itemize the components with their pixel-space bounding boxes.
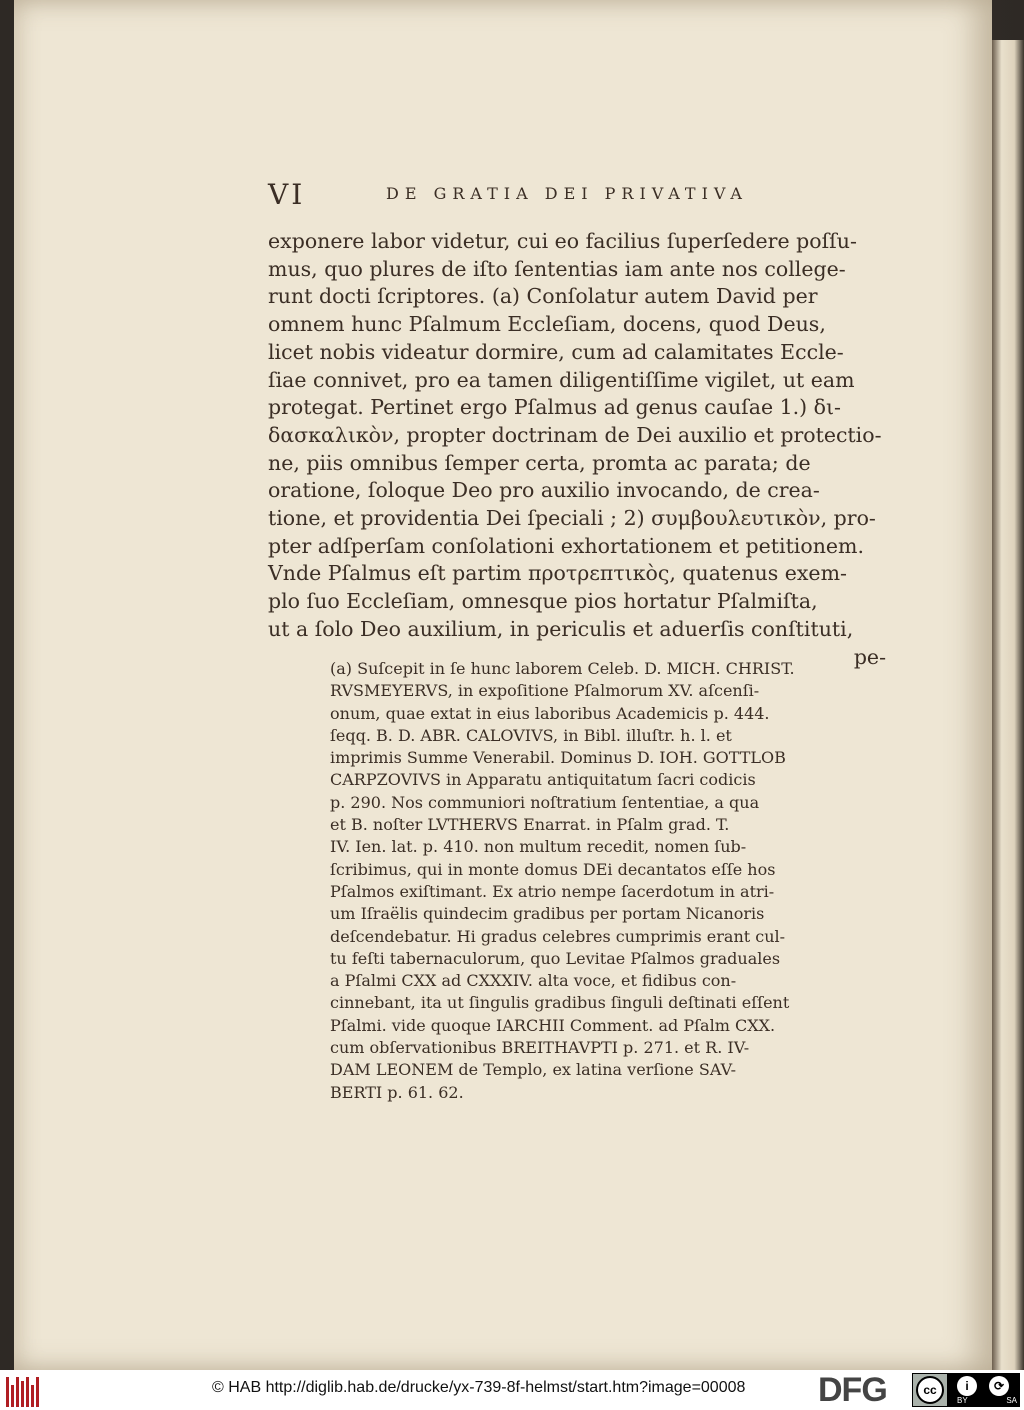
sa-label: SA: [1006, 1396, 1017, 1405]
footnote-line: cum obſervationibus BREITHAVPTI p. 271. et R. IV-: [330, 1038, 750, 1058]
by-icon: i: [957, 1376, 977, 1396]
footnote-line: Pſalmi. vide quoque IARCHII Comment. ad Pſalm CXX.: [330, 1015, 776, 1035]
text-line: protegat. Pertinet ergo Pſalmus ad genus cauſae 1.) δι-: [268, 395, 841, 420]
text-line: tione, et providentia Dei ſpeciali ; 2) συμβουλευτικὸν, pro-: [268, 506, 876, 531]
license-strip: [947, 1374, 1019, 1406]
footnote: [330, 658, 890, 1104]
text-line: omnem hunc Pſalmum Eccleſiam, docens, quod Deus,: [268, 312, 826, 337]
footnote-line: CARPZOVIVS in Apparatu antiquitatum ſacri codicis: [330, 770, 756, 790]
footnote-line: p. 290. Nos communiori noſtratium ſententiae, a qua: [330, 792, 760, 812]
by-label: BY: [957, 1396, 968, 1405]
footnote-line: imprimis Summe Venerabil. Dominus D. IOH. GOTTLOB: [330, 748, 786, 768]
text-line: runt docti ſcriptores. (a) Conſolatur autem David per: [268, 284, 818, 309]
footnote-line: DAM LEONEM de Templo, ex latina verſione SAV-: [330, 1060, 737, 1080]
page-edge: [992, 40, 1024, 1370]
text-line: ſiae connivet, pro ea tamen diligentiſſime vigilet, ut eam: [268, 367, 855, 392]
footnote-line: cinnebant, ita ut ſingulis gradibus ſinguli deſtinati eſſent: [330, 993, 790, 1013]
page-number: VI: [268, 178, 306, 211]
viewer-footer: [0, 1370, 1024, 1410]
text-line: mus, quo plures de iſto ſententias iam ante nos college-: [268, 256, 846, 281]
footnote-line: ſeqq. B. D. ABR. CALOVIVS, in Bibl. illuſtr. h. l. et: [330, 725, 732, 745]
text-line: oratione, ſoloque Deo pro auxilio invocando, de crea-: [268, 478, 820, 503]
text-line: plo ſuo Eccleſiam, omnesque pios hortatur Pſalmiſta,: [268, 589, 818, 614]
dfg-logo[interactable]: DFG: [818, 1371, 887, 1409]
footnote-line: ſcribimus, qui in monte domus DEi decantatos eſſe hos: [330, 859, 776, 879]
footnote-line: a Pſalmi CXX ad CXXXIV. alta voce, et fidibus con-: [330, 971, 737, 991]
text-line: Vnde Pſalmus eſt partim προτρεπτικὸς, quatenus exem-: [268, 561, 847, 586]
hab-logo-icon[interactable]: [6, 1373, 40, 1407]
text-line: exponere labor videtur, cui eo facilius ſuperſedere poſſu-: [268, 229, 857, 253]
footnote-line: (a) Suſcepit in ſe hunc laborem Celeb. D. MICH. CHRIST.: [330, 659, 795, 678]
footnote-line: tu feſti tabernaculorum, quo Levitae Pſalmos graduales: [330, 948, 781, 968]
text-line: ut a ſolo Deo auxilium, in periculis et aduerſis conſtituti,: [268, 616, 854, 641]
text-line: licet nobis videatur dormire, cum ad calamitates Eccle-: [268, 339, 844, 364]
copyright-link[interactable]: © HAB http://diglib.hab.de/drucke/yx-739-8f-helmst/start.htm?image=00008: [212, 1379, 746, 1396]
license-labels: [957, 1396, 1017, 1405]
footnote-line: RVSMEYERVS, in expoſitione Pſalmorum XV. aſcenſi-: [330, 681, 760, 701]
footnote-line: et B. noſter LVTHERVS Enarrat. in Pſalm grad. T.: [330, 815, 730, 835]
text-line: pter adſperſam conſolationi exhortationem et petitionem.: [268, 533, 864, 558]
running-head: [268, 178, 888, 214]
text-line: ne, piis omnibus ſemper certa, promta ac parata; de: [268, 450, 811, 475]
text-line: δασκαλικὸν, propter doctrinam de Dei auxilio et protectio-: [268, 422, 882, 447]
footnote-line: BERTI p. 61. 62.: [330, 1082, 464, 1102]
running-title: DE GRATIA DEI PRIVATIVA: [386, 184, 748, 203]
footnote-line: IV. Ien. lat. p. 410. non multum recedit, nomen ſub-: [330, 837, 747, 857]
footnote-line: deſcendebatur. Hi gradus celebres cumprimis erant cul-: [330, 926, 786, 946]
footnote-line: um Iſraëlis quindecim gradibus per portam Nicanoris: [330, 904, 765, 924]
footnote-line: onum, quae extat in eius laboribus Academicis p. 444.: [330, 703, 770, 723]
sa-icon: ⟳: [989, 1376, 1009, 1396]
catchword: pe-: [853, 644, 886, 669]
cc-license-badge[interactable]: [912, 1373, 1020, 1407]
body-text: [268, 228, 886, 671]
footnote-line: Pſalmos exiſtimant. Ex atrio nempe ſacerdotum in atri-: [330, 881, 775, 901]
cc-icon: cc: [916, 1376, 944, 1404]
